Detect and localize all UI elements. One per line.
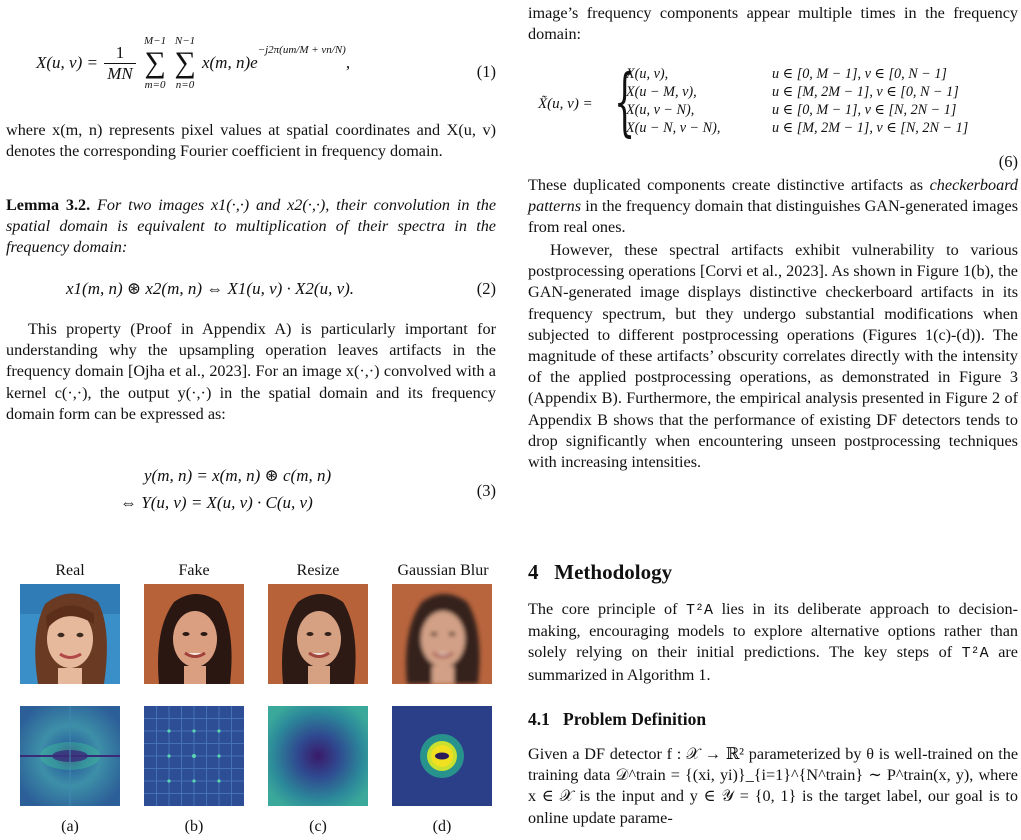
paragraph-d: Given a DF detector f : 𝒳 → ℝ² parameterized by θ is well-trained on the training data 𝒟^train = {(xi, yi)}_{i=1}^{N^train} ∼ P^train(x, y), where x ∈ 𝒳 is the input and y ∈ 𝒴 = {0, 1} is the target label, our goal is to online update parame- xyxy=(528,745,1018,827)
eq6-row-4-expr: X(u − N, v − N), xyxy=(626,120,721,136)
sublabel-b: (b) xyxy=(184,818,204,835)
eq1-sum2-bot: n=0 xyxy=(175,79,195,91)
t2a-name-2: T²A xyxy=(961,645,989,663)
t2a-name-1: T²A xyxy=(686,602,714,619)
paragraph-2: This property (Proof in Appendix A) is particularly important for understanding why the upsampling operation leaves artifacts in the frequency domain [Ojha et al., 2023]. For an image x(·,·) convolved with a kernel c(·,·), the output y(·,·) in the spatial domain and its frequency domain form can be expressed as: xyxy=(6,320,496,423)
paragraph-c-part-3: are summarized in Algorithm 1. xyxy=(528,643,1018,684)
eq1-frac-den: MN xyxy=(107,63,133,83)
figure-label-real: Real xyxy=(55,562,85,579)
eq6-row-3-expr: X(u, v − N), xyxy=(626,102,695,118)
paragraph-a-part-1: These duplicated components create distinctive artifacts as xyxy=(528,176,930,194)
paragraph-c-part-2: lies in its deliberate approach to decision-making, encouraging models to explore alternative options rather than solely relying on their initial predictions. The key steps of xyxy=(528,600,1018,662)
eq1-lhs: X(u, v) = xyxy=(36,53,98,72)
eq6-number: (6) xyxy=(998,152,1018,171)
real-face-image xyxy=(20,584,120,684)
equation-2 xyxy=(6,279,496,303)
paragraph-a-emphasis: checkerboard patterns xyxy=(528,176,1018,216)
eq6-row-2-cond: u ∈ [M, 2M − 1], v ∈ [0, N − 1] xyxy=(772,84,959,100)
equation-6: X̃(u, v) = { X(u, v), u ∈ [0, M − 1], v ∈ [0, N − 1] X(u − M, v), u ∈ [M, 2M − 1], v ∈ [0, N − 1] X(u, v − N), u ∈ [0, M − 1], v ∈ [N, 2N − 1] X(u − N, v − N), u ∈ [M, 2M − 1], v ∈ [N, 2N − 1] (6) xyxy=(528,66,1018,166)
figure-label-fake: Fake xyxy=(178,562,210,579)
equation-3 xyxy=(6,466,496,522)
sublabel-d: (d) xyxy=(432,818,452,835)
eq6-row-3-cond: u ∈ [0, M − 1], v ∈ [N, 2N − 1] xyxy=(772,102,957,118)
eq1-exponent: −j2π(um/M + vn/N) xyxy=(257,43,346,56)
eq6-cases xyxy=(626,66,1021,138)
paragraph-c-part-1: The core principle of xyxy=(528,600,687,618)
section-4-1-number: 4.1 xyxy=(528,709,550,729)
eq1-number: (1) xyxy=(476,62,496,81)
paragraph-top: image’s frequency components appear multiple times in the frequency domain: xyxy=(528,4,1018,44)
sublabel-c: (c) xyxy=(309,818,327,835)
eq6-row-1-expr: X(u, v), xyxy=(626,66,669,82)
blurred-face-image xyxy=(392,584,492,684)
resize-spectrum-image xyxy=(268,706,368,806)
eq2-text: x1(m, n) ⊛ x2(m, n) ⇔ X1(u, v) · X2(u, v). xyxy=(66,279,355,298)
eq6-row-4-cond: u ∈ [M, 2M − 1], v ∈ [N, 2N − 1] xyxy=(772,120,969,136)
right-column xyxy=(528,0,1018,840)
eq1-frac-num: 1 xyxy=(104,43,136,64)
figure-label-gaussian-blur: Gaussian Blur xyxy=(397,562,489,579)
eq1-sum1-bot: m=0 xyxy=(144,79,166,91)
section-4-title: Methodology xyxy=(554,560,673,584)
section-4-1-title: Problem Definition xyxy=(563,709,707,729)
figure-label-resize: Resize xyxy=(296,562,340,579)
lemma-3-2 xyxy=(6,195,496,259)
paragraph-a xyxy=(528,175,1018,239)
eq6-row-1-cond: u ∈ [0, M − 1], v ∈ [0, N − 1] xyxy=(772,66,947,82)
real-spectrum-image xyxy=(20,706,120,806)
section-4-heading xyxy=(528,560,672,585)
equation-1: X(u, v) = $\frac{1}{MN}$ M−1 ∑ m=0 N−1 ∑ n=0 x(m, $n)e^{-j2\pi(um/M + vn/N)}$, (1) xyxy=(36,35,496,91)
paragraph-c xyxy=(528,599,1018,686)
lemma-body: For two images x1(·,·) and x2(·,·), their convolution in the spatial domain is equivalent to multiplication of their spectra in the frequency domain: xyxy=(6,196,497,257)
paragraph-1: where x(m, n) represents pixel values at spatial coordinates and X(u, v) denotes the corresponding Fourier coefficient in frequency domain. xyxy=(6,121,496,161)
eq3-number: (3) xyxy=(476,481,496,500)
eq3-line1: y(m, n) = x(m, n) ⊛ c(m, n) xyxy=(144,466,332,485)
section-4-1-heading xyxy=(528,709,706,730)
eq1-tail: , xyxy=(345,53,351,72)
eq6-row-2-expr: X(u − M, v), xyxy=(626,84,697,100)
sublabel-a: (a) xyxy=(61,818,79,835)
eq1-sum2-top: N−1 xyxy=(174,35,196,47)
left-column xyxy=(6,0,496,840)
paragraph-a-part-2: in the frequency domain that distinguishes GAN-generated images from real ones. xyxy=(528,197,1018,237)
lemma-title: Lemma 3.2. xyxy=(6,196,91,214)
section-4-number: 4 xyxy=(528,560,539,584)
fake-face-image xyxy=(144,584,244,684)
eq3-line2: ⇔ Y(u, v) = X(u, v) · C(u, v) xyxy=(120,493,313,512)
blur-spectrum-image xyxy=(392,706,492,806)
fake-spectrum-image xyxy=(144,706,244,806)
eq1-sum1-top: M−1 xyxy=(143,35,167,47)
resized-face-image xyxy=(268,584,368,684)
eq2-number: (2) xyxy=(476,279,496,298)
paragraph-b: However, these spectral artifacts exhibit vulnerability to various postprocessing operations [Corvi et al., 2023]. As shown in Figure 1(b), the GAN-generated image displays distinctive checkerboard artifacts in its frequency spectrum, but they undergo substantial modifications when subjected to different postprocessing operations (Figures 1(c)-(d)). The magnitude of these artifacts’ obscurity correlates directly with the intensity of the applied postprocessing operations, as demonstrated in Figure 3 (Appendix B). Furthermore, the empirical analysis presented in Figure 2 of Appendix B shows that the performance of existing DF detectors tends to drop significantly when encountering unseen postprocessing techniques with increasing intensities. xyxy=(528,241,1018,472)
eq6-lhs: X̃(u, v) = xyxy=(538,96,593,112)
figure-1 xyxy=(6,562,506,840)
eq1-body: x(m, n)e xyxy=(201,53,258,72)
